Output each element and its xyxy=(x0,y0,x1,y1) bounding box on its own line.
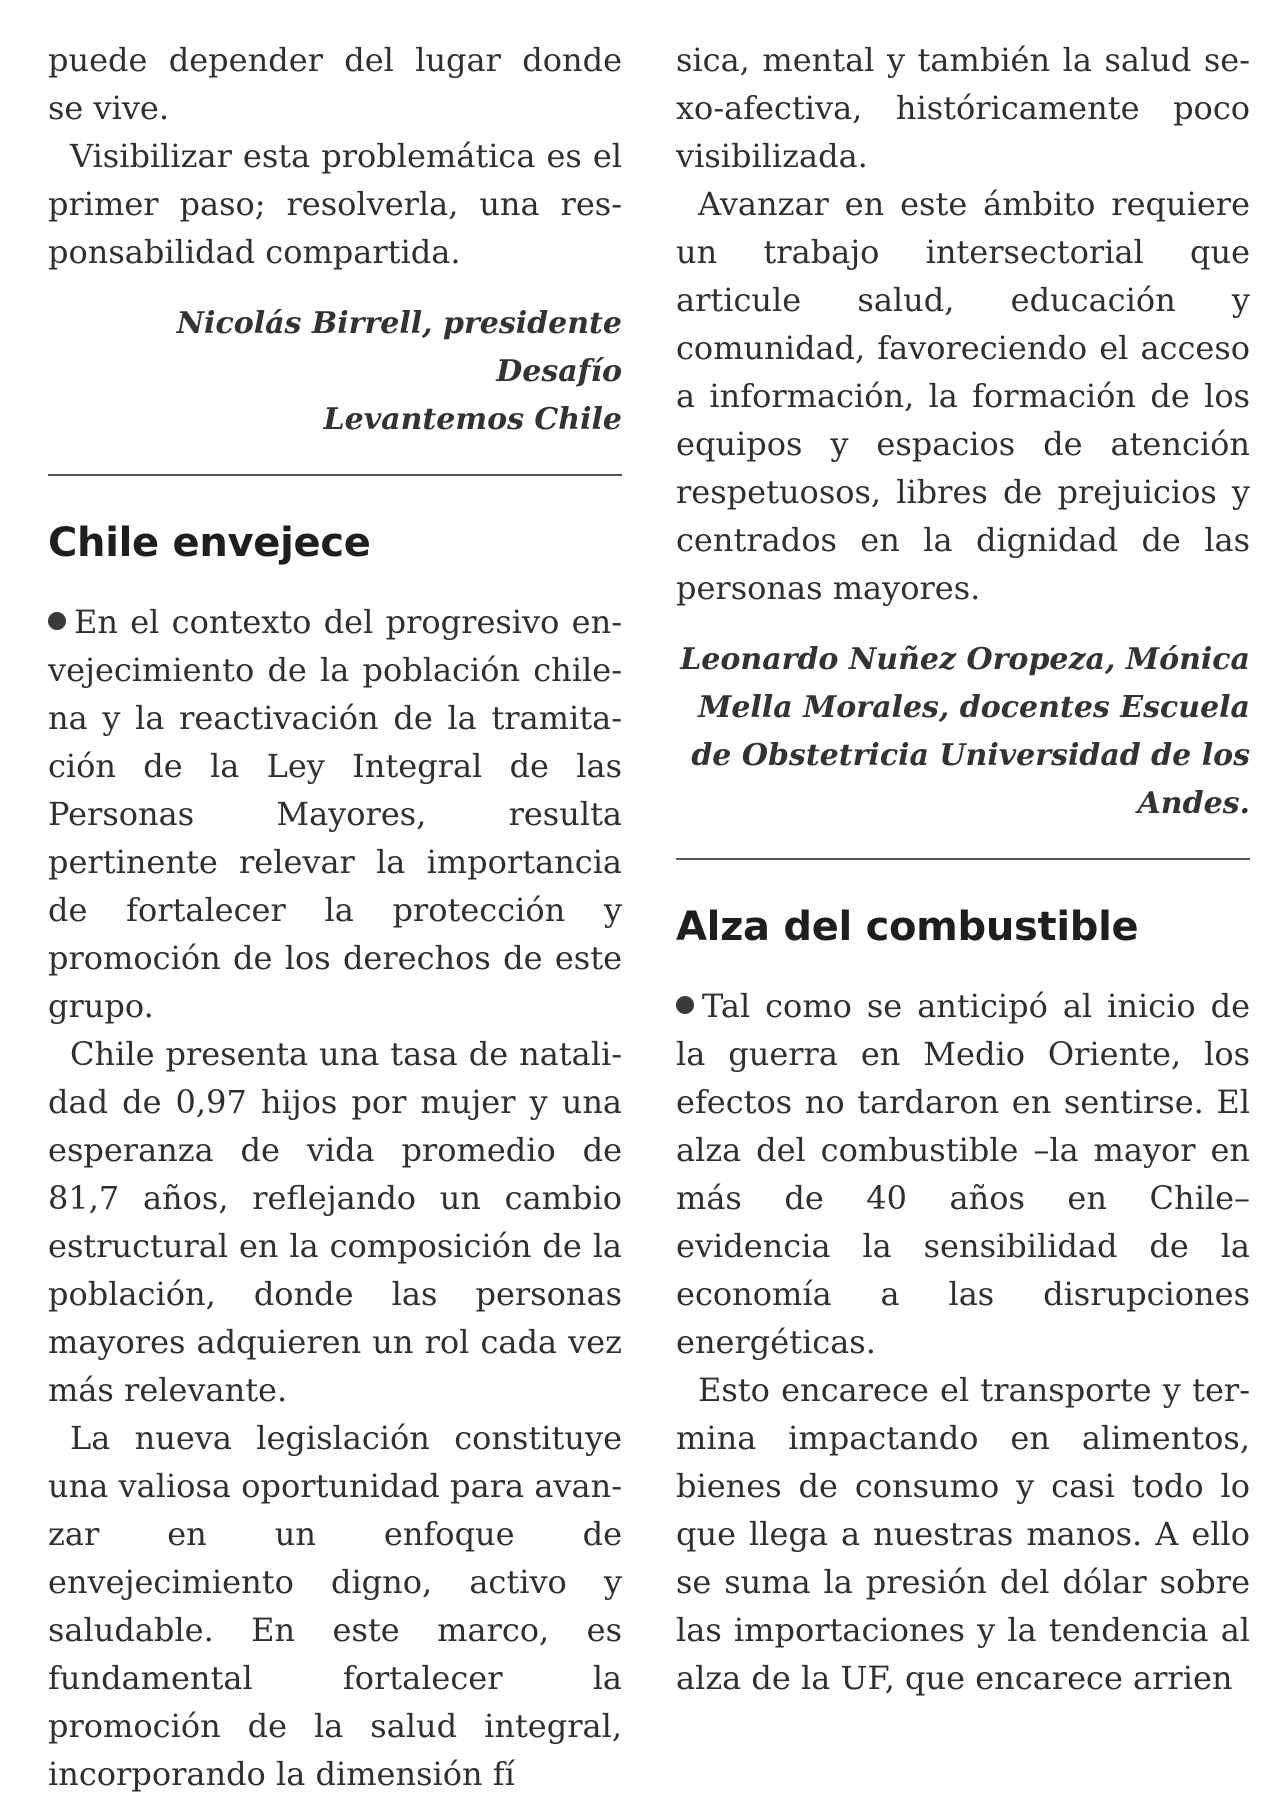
bullet-icon xyxy=(48,612,66,630)
letter-closing-paragraph: Visibilizar esta problemática es el primer paso; resolverla, una responsabilidad compartida. xyxy=(48,137,622,271)
letter-continuation: puede depender del lugar donde se vive. xyxy=(48,41,622,127)
signature-line: Andes. xyxy=(1137,786,1250,821)
headline-alza-combustible: Alza del combustible xyxy=(676,904,1139,950)
article-paragraph: Tal como se anticipó al inicio de la guerra en Medio Oriente, los efectos no tardaron en sentirse. El alza del combustible –la mayor en más de 40 años en Chile– evidencia la sensibilidad de la economía a las disrupciones energéticas. xyxy=(676,987,1250,1361)
bullet-icon xyxy=(676,996,694,1014)
article-paragraph: La nueva legislación constituye una valiosa oportunidad para avanzar en un enfoque de envejecimiento digno, activo y saludable. En este marco, es fundamental fortalecer la promoción de la salud integral, incorporando la dimensión fí xyxy=(48,1419,622,1793)
headline-chile-envejece: Chile envejece xyxy=(48,520,371,566)
article-paragraph: Esto encarece el transporte y termina impactando en alimentos, bienes de consumo y casi todo lo que llega a nuestras manos. A ello se suma la presión del dólar sobre las importaciones y la tendencia al alza de la UF, que encarece arrien xyxy=(676,1371,1250,1697)
signature-line: Levantemos Chile xyxy=(323,402,622,437)
article-paragraph: Chile presenta una tasa de natalidad de 0,97 hijos por mujer y una esperanza de vida promedio de 81,7 años, reflejando un cambio estructural en la composición de la población, donde las personas mayores adquieren un rol cada vez más relevante. xyxy=(48,1035,622,1409)
right-column xyxy=(676,36,1250,1702)
signature-line: de Obstetricia Universidad de los xyxy=(691,738,1250,773)
left-column xyxy=(48,36,622,1798)
article-paragraph: Avanzar en este ámbito requiere un trabajo intersectorial que articule salud, educación y comunidad, favoreciendo el acceso a información, la formación de los equipos y espacios de atención respetuosos, libres de prejuicios y centrados en la dignidad de las personas mayores. xyxy=(676,185,1250,607)
article-continuation: sica, mental y también la salud sexo-afectiva, históricamente poco visibilizada. xyxy=(676,41,1250,175)
signature-line: Mella Morales, docentes Escuela xyxy=(698,690,1250,725)
article-paragraph: En el contexto del progresivo envejecimiento de la población chilena y la reactivación de la tramitación de la Ley Integral de las Personas Mayores, resulta pertinente relevar la importancia de fortalecer la protección y promoción de los derechos de este grupo. xyxy=(48,603,622,1025)
signature-line: Nicolás Birrell, presidente Desafío xyxy=(176,306,622,389)
signature-line: Leonardo Nuñez Oropeza, Mónica xyxy=(680,642,1250,677)
